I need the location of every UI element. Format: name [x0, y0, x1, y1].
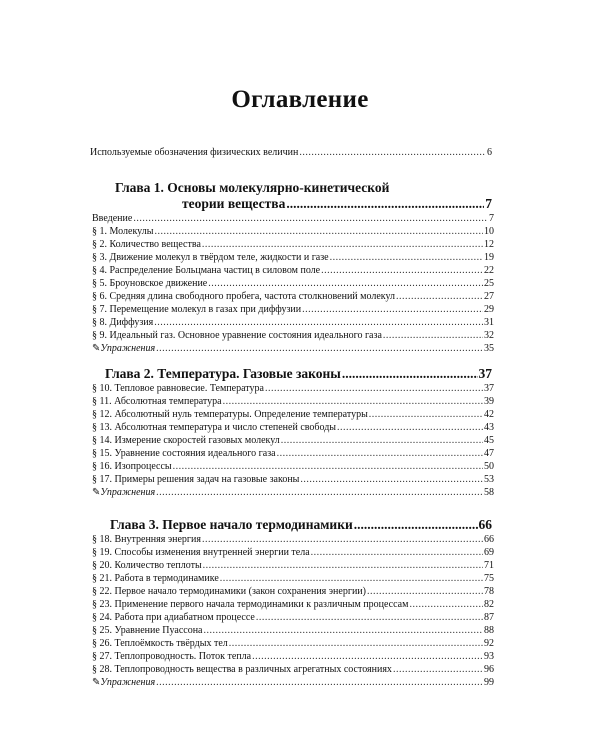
toc-entry-label: § 22. Первое начало термодинамики (закон сохранения энергии): [92, 586, 366, 597]
toc-entry-label: § 13. Абсолютная температура и число степеней свободы: [92, 422, 337, 433]
toc-entry[interactable]: [92, 435, 494, 447]
toc-entry-label: § 24. Работа при адиабатном процессе: [92, 612, 255, 623]
leader-dots: [369, 409, 483, 421]
toc-entry-page: 42: [484, 409, 494, 420]
toc-entry[interactable]: [92, 226, 494, 238]
toc-entry-label: § 14. Измерение скоростей газовых молекул: [92, 435, 280, 446]
toc-entry-page: 10: [484, 226, 494, 237]
leader-dots: [393, 664, 483, 676]
leader-dots: [223, 396, 483, 408]
toc-entry-label: § 25. Уравнение Пуассона: [92, 625, 203, 636]
toc-entry-label: Упражнения: [100, 677, 156, 688]
chapter-1-heading-tail: теории вещества: [182, 196, 286, 211]
chapter-3-heading-text: Глава 3. Первое начало термодинамики: [110, 517, 353, 532]
toc-entry-label: § 26. Теплоёмкость твёрдых тел: [92, 638, 228, 649]
toc-entry-label: Используемые обозначения физических величин: [90, 147, 299, 158]
toc-entry[interactable]: [92, 383, 494, 395]
leader-dots: [299, 147, 486, 159]
toc-entry-page: 93: [484, 651, 494, 662]
chapter-1-page: 7: [485, 196, 492, 211]
chapter-2-page: 37: [478, 366, 492, 381]
toc-entry-page: 12: [484, 239, 494, 250]
toc-entry-page: 66: [484, 534, 494, 545]
leader-dots: [302, 304, 483, 316]
toc-entry-page: 92: [484, 638, 494, 649]
toc-entry-label: § 18. Внутренняя энергия: [92, 534, 201, 545]
leader-dots: [300, 474, 483, 486]
toc-entry-label: § 3. Движение молекул в твёрдом теле, жидкости и газе: [92, 252, 329, 263]
leader-dots: [252, 651, 483, 663]
leader-dots: [277, 448, 483, 460]
toc-entry-label: § 6. Средняя длина свободного пробега, частота столкновений молекул: [92, 291, 396, 302]
toc-entry[interactable]: [92, 573, 494, 585]
toc-entry[interactable]: [92, 422, 494, 434]
leader-dots: [286, 196, 484, 212]
toc-entry-exercises[interactable]: [92, 343, 494, 355]
toc-entry-label: Введение: [92, 213, 133, 224]
toc-entry-page: 99: [484, 677, 494, 688]
toc-entry-page: 96: [484, 664, 494, 675]
toc-entry[interactable]: [92, 448, 494, 460]
toc-entry-page: 58: [484, 487, 494, 498]
toc-entry-label: § 17. Примеры решения задач на газовые законы: [92, 474, 300, 485]
chapter-3-page: 66: [478, 517, 492, 532]
leader-dots: [154, 317, 483, 329]
leader-dots: [330, 252, 483, 264]
toc-entry-page: 37: [484, 383, 494, 394]
leader-dots: [208, 278, 483, 290]
toc-entry[interactable]: [92, 461, 494, 473]
leader-dots: [204, 625, 484, 637]
toc-entry-label: § 2. Количество вещества: [92, 239, 201, 250]
toc-entry-label: § 7. Перемещение молекул в газах при диффузии: [92, 304, 302, 315]
leader-dots: [156, 677, 483, 689]
toc-entry-page: 78: [484, 586, 494, 597]
toc-entry-label: § 8. Диффузия: [92, 317, 154, 328]
toc-entry-page: 47: [484, 448, 494, 459]
toc-entry-page: 7: [489, 213, 494, 224]
chapter-3-heading[interactable]: [110, 517, 492, 533]
toc-entry-page: 69: [484, 547, 494, 558]
toc-entry-page: 82: [484, 599, 494, 610]
pencil-icon: ✎: [92, 343, 101, 354]
leader-dots: [202, 534, 483, 546]
leader-dots: [311, 547, 483, 559]
leader-dots: [337, 422, 483, 434]
toc-entry-label: § 15. Уравнение состояния идеального газа: [92, 448, 276, 459]
toc-entry-label: § 20. Количество теплоты: [92, 560, 202, 571]
toc-entry-page: 27: [484, 291, 494, 302]
toc-entry-page: 35: [484, 343, 494, 354]
chapter-2-heading[interactable]: [105, 366, 492, 382]
toc-entry[interactable]: [92, 317, 494, 329]
toc-entry-label: § 12. Абсолютный нуль температуры. Определение температуры: [92, 409, 368, 420]
toc-entry[interactable]: [92, 664, 494, 676]
leader-dots: [154, 226, 483, 238]
toc-entry-page: 71: [484, 560, 494, 571]
toc-entry[interactable]: [92, 599, 494, 611]
leader-dots: [321, 265, 483, 277]
leader-dots: [202, 239, 483, 251]
toc-entry-label: § 4. Распределение Больцмана частиц в силовом поле: [92, 265, 321, 276]
leader-dots: [396, 291, 483, 303]
toc-entry[interactable]: [92, 291, 494, 303]
toc-entry-label: § 28. Теплопроводность вещества в различных агрегатных состояниях: [92, 664, 392, 675]
toc-entry-page: 87: [484, 612, 494, 623]
toc-entry-page: 53: [484, 474, 494, 485]
toc-entry-page: 31: [484, 317, 494, 328]
toc-entry-label: § 19. Способы изменения внутренней энергии тела: [92, 547, 310, 558]
page-title: Оглавление: [231, 86, 369, 113]
toc-entry-page: 39: [484, 396, 494, 407]
toc-entry-label: § 11. Абсолютная температура: [92, 396, 222, 407]
toc-entry[interactable]: [92, 304, 494, 316]
toc-entry-label: § 5. Броуновское движение: [92, 278, 208, 289]
chapter-2-heading-text: Глава 2. Температура. Газовые законы: [105, 366, 341, 381]
leader-dots: [256, 612, 483, 624]
leader-dots: [156, 487, 483, 499]
leader-dots: [409, 599, 483, 611]
leader-dots: [229, 638, 483, 650]
toc-entry[interactable]: [92, 586, 494, 598]
leader-dots: [367, 586, 483, 598]
toc-entry[interactable]: [92, 560, 494, 572]
toc-entry-label: § 16. Изопроцессы: [92, 461, 172, 472]
toc-entry-page: 88: [484, 625, 494, 636]
toc-entry-label: Упражнения: [100, 343, 156, 354]
toc-entry-page: 45: [484, 435, 494, 446]
toc-entry[interactable]: [92, 252, 494, 264]
toc-entry-exercises[interactable]: [92, 487, 494, 499]
toc-entry-label: § 9. Идеальный газ. Основное уравнение состояния идеального газа: [92, 330, 382, 341]
leader-dots: [173, 461, 483, 473]
leader-dots: [220, 573, 483, 585]
toc-entry-page: 19: [484, 252, 494, 263]
toc-entry[interactable]: [92, 265, 494, 277]
toc-entry[interactable]: [92, 612, 494, 624]
toc-entry[interactable]: [92, 638, 494, 650]
leader-dots: [281, 435, 483, 447]
toc-entry-page: 6: [487, 147, 492, 158]
leader-dots: [265, 383, 483, 395]
toc-entry-page: 32: [484, 330, 494, 341]
toc-entry-label: § 27. Теплопроводность. Поток тепла: [92, 651, 252, 662]
toc-entry[interactable]: [92, 396, 494, 408]
toc-entry[interactable]: [92, 213, 494, 225]
leader-dots: [354, 517, 478, 533]
toc-entry-page: 50: [484, 461, 494, 472]
chapter-1-heading[interactable]: Глава 1. Основы молекулярно-кинетической: [115, 180, 390, 195]
toc-entry-page: 43: [484, 422, 494, 433]
toc-entry-label: § 10. Тепловое равновесие. Температура: [92, 383, 264, 394]
leader-dots: [133, 213, 488, 225]
toc-entry-label: § 1. Молекулы: [92, 226, 154, 237]
toc-entry[interactable]: [92, 474, 494, 486]
toc-entry-page: 25: [484, 278, 494, 289]
pencil-icon: ✎: [92, 487, 101, 498]
toc-entry-page: 75: [484, 573, 494, 584]
toc-entry[interactable]: [92, 330, 494, 342]
leader-dots: [342, 366, 478, 382]
toc-entry-page: 29: [484, 304, 494, 315]
leader-dots: [203, 560, 483, 572]
pencil-icon: ✎: [92, 677, 101, 688]
toc-entry-intro[interactable]: [90, 147, 492, 159]
toc-entry[interactable]: [92, 625, 494, 637]
toc-entry-exercises[interactable]: [92, 677, 494, 689]
toc-entry[interactable]: [92, 651, 494, 663]
leader-dots: [383, 330, 483, 342]
toc-entry-label: Упражнения: [100, 487, 156, 498]
toc-entry[interactable]: [92, 278, 494, 290]
chapter-1-heading-line2[interactable]: [182, 196, 492, 212]
toc-entry[interactable]: [92, 239, 494, 251]
toc-entry[interactable]: [92, 409, 494, 421]
toc-entry-page: 22: [484, 265, 494, 276]
toc-entry-label: § 21. Работа в термодинамике: [92, 573, 219, 584]
toc-entry[interactable]: [92, 534, 494, 546]
leader-dots: [156, 343, 483, 355]
toc-entry-label: § 23. Применение первого начала термодинамики к различным процессам: [92, 599, 409, 610]
toc-entry[interactable]: [92, 547, 494, 559]
